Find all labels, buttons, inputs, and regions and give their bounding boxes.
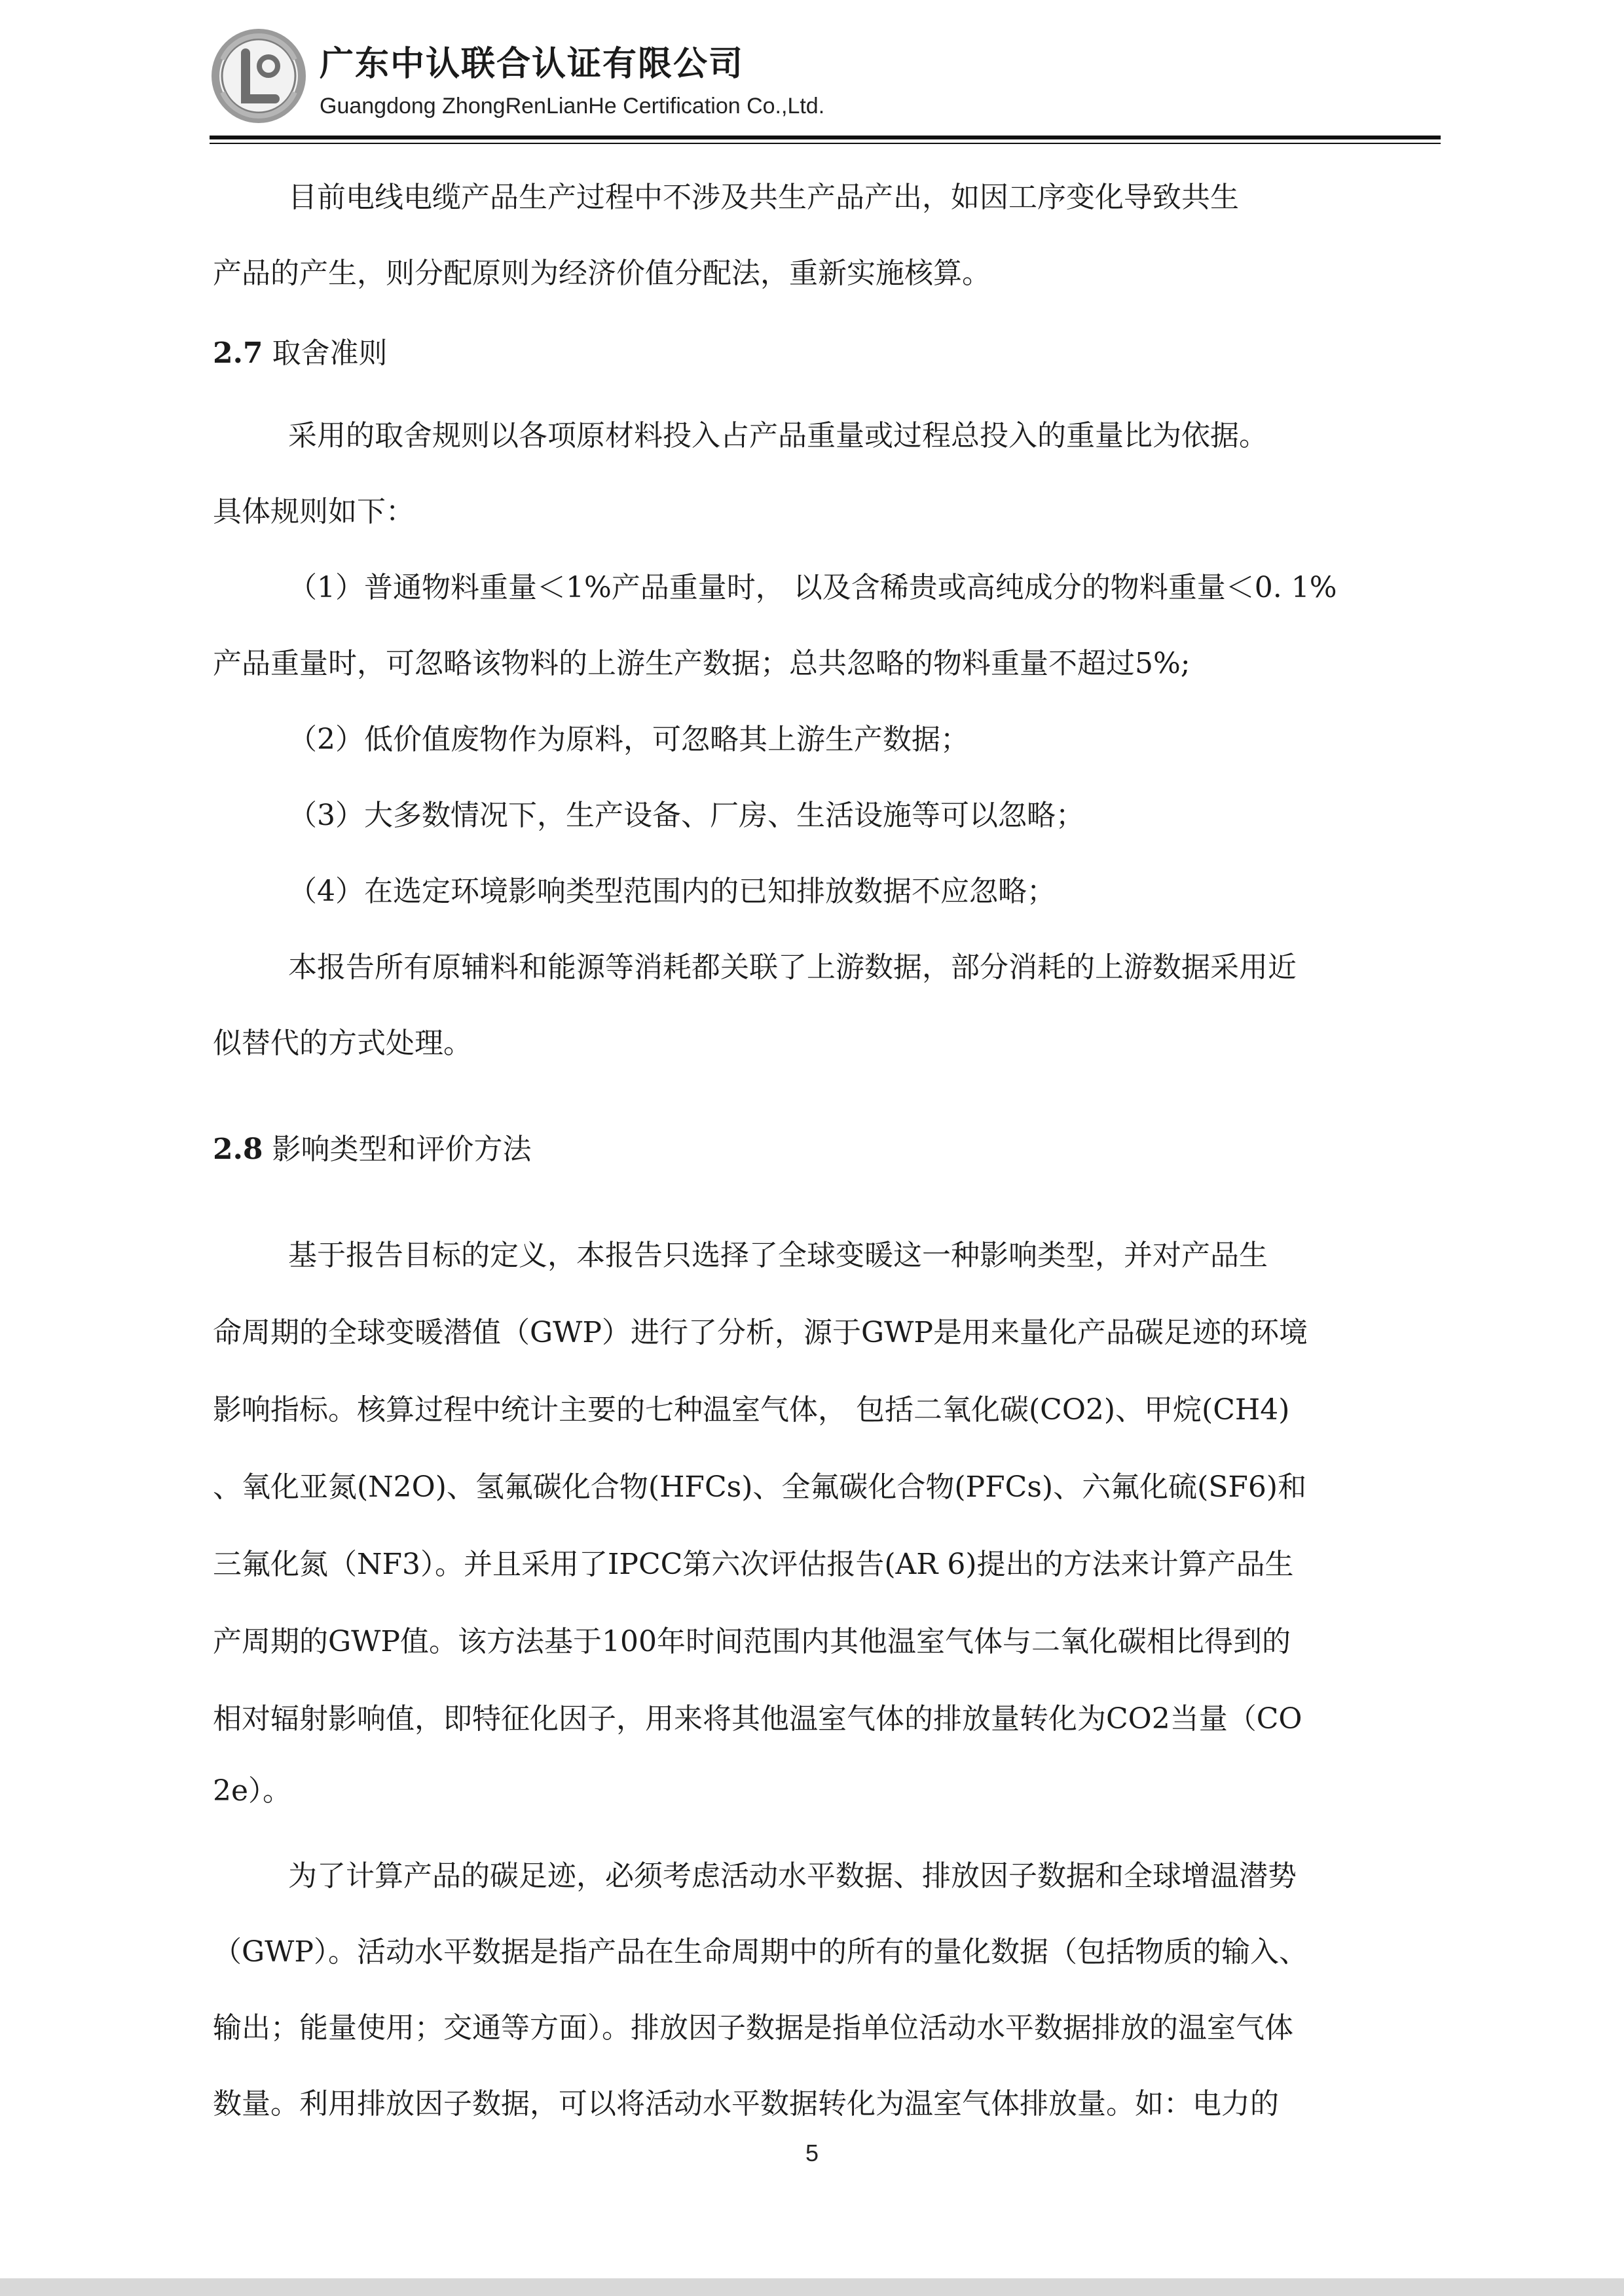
header-divider-thin bbox=[210, 143, 1441, 144]
body-line: 输出；能量使用；交通等方面）。排放因子数据是指单位活动水平数据排放的温室气体 bbox=[213, 2011, 1293, 2045]
body-line: 、氧化亚氮(N2O)、氢氟碳化合物(HFCs)、全氟碳化合物(PFCs)、六氟化硫(SF6)和 bbox=[213, 1470, 1307, 1504]
company-name-chinese: 广东中认联合认证有限公司 bbox=[320, 45, 745, 84]
rule-item-1: （1）普通物料重量＜1%产品重量时， 以及含稀贵或高纯成分的物料重量＜0. 1% bbox=[288, 571, 1337, 604]
company-name-english: Guangdong ZhongRenLianHe Certification Co.,Ltd. bbox=[320, 94, 825, 118]
section-number: 2.8 bbox=[213, 1133, 263, 1166]
body-line: 2e）。 bbox=[213, 1774, 292, 1808]
body-line: 影响指标。核算过程中统计主要的七种温室气体， 包括二氧化碳(CO2)、甲烷(CH4) bbox=[213, 1393, 1290, 1427]
body-line: 具体规则如下： bbox=[213, 495, 415, 528]
company-seal-logo bbox=[210, 27, 308, 125]
body-line: 相对辐射影响值，即特征化因子，用来将其他温室气体的排放量转化为CO2当量（CO bbox=[213, 1702, 1302, 1736]
section-heading-2-7 bbox=[213, 334, 388, 373]
body-line: 为了计算产品的碳足迹，必须考虑活动水平数据、排放因子数据和全球增温潜势 bbox=[288, 1859, 1297, 1893]
section-title: 影响类型和评价方法 bbox=[272, 1133, 532, 1166]
body-line: 数量。利用排放因子数据，可以将活动水平数据转化为温室气体排放量。如：电力的 bbox=[213, 2087, 1279, 2121]
section-title: 取舍准则 bbox=[272, 337, 388, 370]
page-number: 5 bbox=[805, 2140, 819, 2166]
section-number: 2.7 bbox=[213, 337, 263, 370]
rule-item-4: （4）在选定环境影响类型范围内的已知排放数据不应忽略； bbox=[288, 875, 1056, 908]
body-line: 本报告所有原辅料和能源等消耗都关联了上游数据，部分消耗的上游数据采用近 bbox=[288, 951, 1297, 984]
body-line: 基于报告目标的定义，本报告只选择了全球变暖这一种影响类型，并对产品生 bbox=[288, 1239, 1268, 1272]
body-line: 三氟化氮（NF3）。并且采用了IPCC第六次评估报告(AR 6)提出的方法来计算产品生 bbox=[213, 1548, 1294, 1581]
body-line: 产品的产生，则分配原则为经济价值分配法，重新实施核算。 bbox=[213, 257, 991, 290]
rule-item-3: （3）大多数情况下，生产设备、厂房、生活设施等可以忽略； bbox=[288, 799, 1084, 832]
page-header bbox=[210, 23, 1441, 144]
body-line: 产周期的GWP值。该方法基于100年时间范围内其他温室气体与二氧化碳相比得到的 bbox=[213, 1625, 1291, 1658]
body-line: 命周期的全球变暖潜值（GWP）进行了分析，源于GWP是用来量化产品碳足迹的环境 bbox=[213, 1316, 1308, 1349]
scan-edge bbox=[0, 2278, 1624, 2296]
rule-item-1-cont: 产品重量时，可忽略该物料的上游生产数据；总共忽略的物料重量不超过5%; bbox=[213, 647, 1190, 680]
header-divider-thick bbox=[210, 136, 1441, 139]
rule-item-2: （2）低价值废物作为原料，可忽略其上游生产数据； bbox=[288, 723, 969, 756]
section-heading-2-8 bbox=[213, 1130, 532, 1169]
body-line: 目前电线电缆产品生产过程中不涉及共生产品产出，如因工序变化导致共生 bbox=[288, 181, 1239, 214]
body-line: （GWP）。活动水平数据是指产品在生命周期中的所有的量化数据（包括物质的输入、 bbox=[213, 1935, 1308, 1969]
body-line: 采用的取舍规则以各项原材料投入占产品重量或过程总投入的重量比为依据。 bbox=[288, 419, 1268, 452]
body-line: 似替代的方式处理。 bbox=[213, 1027, 472, 1060]
